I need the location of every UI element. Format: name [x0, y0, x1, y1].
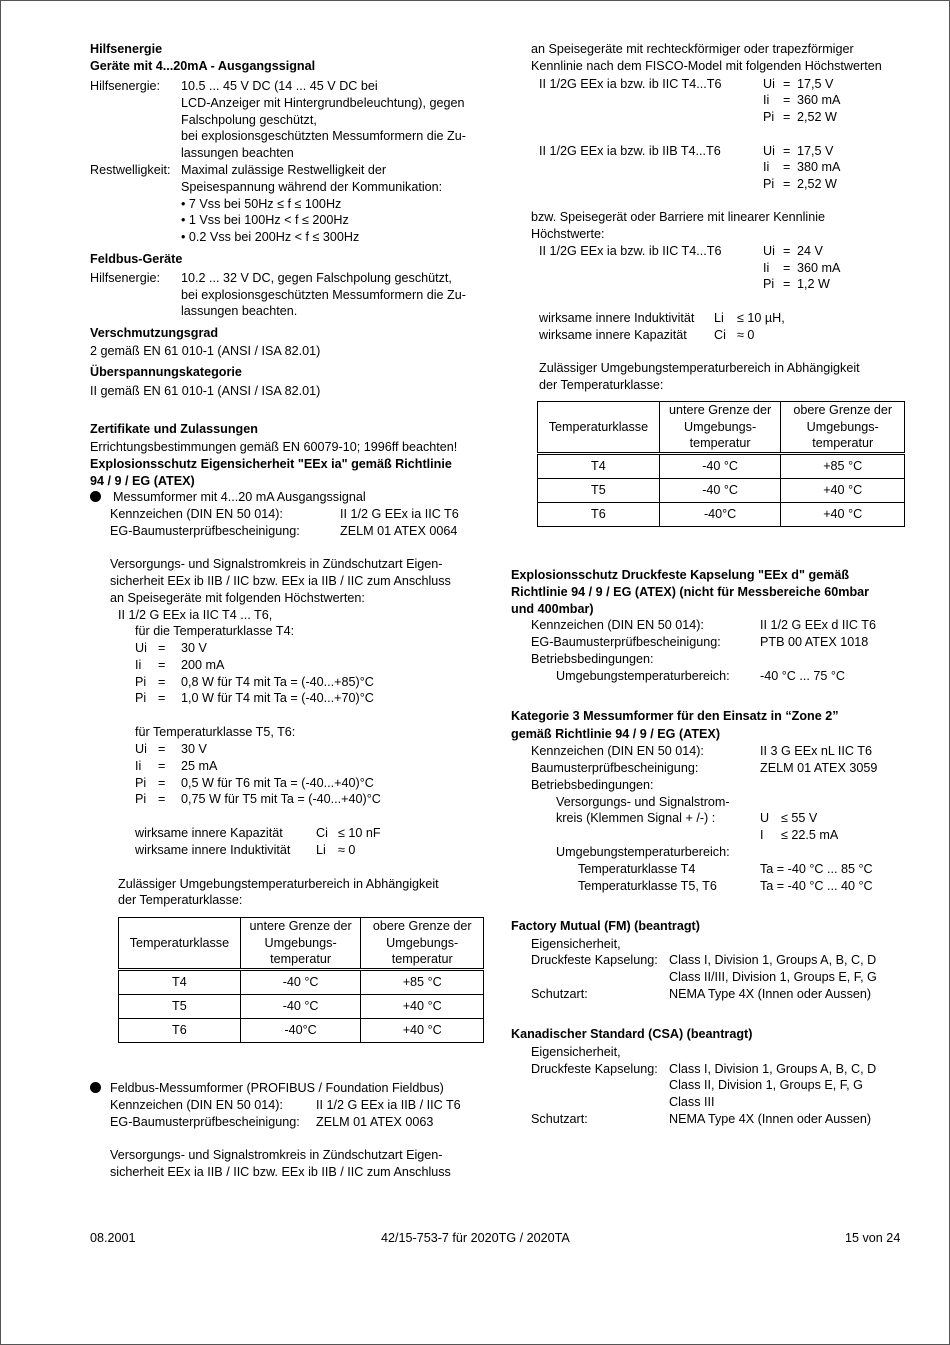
- csa-schutz-value: NEMA Type 4X (Innen oder Aussen): [669, 1112, 872, 1126]
- hilfsenergie-line: bei explosionsgeschützten Messumformern die Zu-: [181, 129, 466, 143]
- fb-eg-value: ZELM 01 ATEX 0063: [316, 1115, 434, 1129]
- table-cell: T5: [538, 479, 660, 503]
- table-header-cell: [240, 918, 361, 970]
- table-cell: +85 °C: [781, 454, 905, 479]
- zone2-bau-label: Baumusterprüfbescheinigung:: [531, 761, 699, 775]
- csa-druck-line: Class I, Division 1, Groups A, B, C, D: [669, 1062, 877, 1076]
- value-equals: =: [783, 261, 791, 275]
- versorgung-line: Versorgungs- und Signalstromkreis in Zündschutzart Eigen-: [110, 557, 443, 571]
- table-cell: -40°C: [659, 503, 781, 527]
- value-text: 200 mA: [181, 658, 225, 672]
- table-header-cell: [659, 402, 781, 454]
- csa-title: Kanadischer Standard (CSA) (beantragt): [511, 1027, 753, 1041]
- induktivitaet-value: ≈ 0: [338, 843, 356, 857]
- eexd-umgebung-label: Umgebungstemperaturbereich:: [556, 669, 730, 683]
- zone2-title-line: Kategorie 3 Messumformer für den Einsatz in “Zone 2”: [511, 709, 839, 723]
- header-text: untere Grenze der Umgebungs- temperatur: [669, 403, 772, 451]
- csa-druck-line: Class III: [669, 1095, 715, 1109]
- value-text: 360 mA: [797, 261, 841, 275]
- umgebung-line: der Temperaturklasse:: [539, 378, 664, 392]
- table-cell: -40 °C: [240, 995, 361, 1019]
- verschmutzung-text: 2 gemäß EN 61 010-1 (ANSI / ISA 82.01): [90, 344, 321, 358]
- eexd-eg-value: PTB 00 ATEX 1018: [760, 635, 869, 649]
- value-equals: =: [158, 675, 166, 689]
- table-header-cell: [361, 918, 484, 970]
- table-cell: T4: [538, 454, 660, 479]
- zone2-kennzeichen-value: II 3 G EEx nL IIC T6: [760, 744, 872, 758]
- table-cell: +85 °C: [361, 970, 484, 995]
- hilfsenergie-line: lassungen beachten: [181, 146, 294, 160]
- header-text: obere Grenze der Umgebungs- temperatur: [372, 919, 472, 967]
- value-text: 2,52 W: [797, 177, 837, 191]
- table-row: [119, 1019, 484, 1043]
- eexd-betrieb: Betriebsbedingungen:: [531, 652, 654, 666]
- value-symbol: Pi: [135, 776, 147, 790]
- table-header-cell: [538, 402, 660, 454]
- value-text: 0,8 W für T4 mit Ta = (-40...+85)°C: [181, 675, 374, 689]
- section-title-verschmutzung: Verschmutzungsgrad: [90, 326, 219, 340]
- value-text: 25 mA: [181, 759, 218, 773]
- value-equals: =: [158, 792, 166, 806]
- restwelligkeit-line: • 0.2 Vss bei 200Hz < f ≤ 300Hz: [181, 230, 360, 244]
- table-cell: +40 °C: [781, 503, 905, 527]
- value-symbol: Ii: [135, 759, 142, 773]
- zone2-t4-label: Temperaturklasse T4: [578, 862, 696, 876]
- table-header-cell: [119, 918, 241, 970]
- value-symbol: Pi: [763, 277, 775, 291]
- value-equals: =: [783, 93, 791, 107]
- table-row: [119, 995, 484, 1019]
- fm-eigen: Eigensicherheit,: [531, 937, 621, 951]
- header-text: obere Grenze der Umgebungs- temperatur: [793, 403, 893, 451]
- value-symbol: Ii: [763, 160, 770, 174]
- fb-eg-label: EG-Baumusterprüfbescheinigung:: [110, 1115, 300, 1129]
- value-text: 0,75 W für T5 mit Ta = (-40...+40)°C: [181, 792, 381, 806]
- table-cell: +40 °C: [361, 995, 484, 1019]
- hilfsenergie-line: 10.5 ... 45 V DC (14 ... 45 V DC bei: [181, 79, 378, 93]
- value-symbol: Pi: [763, 110, 775, 124]
- csa-eigen: Eigensicherheit,: [531, 1045, 621, 1059]
- value-symbol: Pi: [135, 675, 147, 689]
- header-text: untere Grenze der Umgebungs- temperatur: [249, 919, 352, 967]
- value-equals: =: [158, 691, 166, 705]
- class-line: II 1/2 G EEx ia IIC T4 ... T6,: [118, 608, 273, 622]
- table-row: [119, 970, 484, 995]
- zone2-u-symbol: U: [760, 811, 770, 825]
- section-title-zertifikate: Zertifikate und Zulassungen: [90, 422, 258, 436]
- value-equals: =: [783, 77, 791, 91]
- kapazitaet-symbol: Ci: [714, 328, 726, 342]
- csa-druck-line: Class II, Division 1, Groups E, F, G: [669, 1078, 863, 1092]
- eg-value: ZELM 01 ATEX 0064: [340, 524, 458, 538]
- fisco2-class: II 1/2G EEx ia bzw. ib IIB T4...T6: [539, 144, 721, 158]
- value-equals: =: [158, 742, 166, 756]
- eexd-title-line: Richtlinie 94 / 9 / EG (ATEX) (nicht für Messbereiche 60mbar: [511, 585, 870, 599]
- table-cell: +40 °C: [781, 479, 905, 503]
- label-restwelligkeit: Restwelligkeit:: [90, 163, 171, 177]
- eg-label: EG-Baumusterprüfbescheinigung:: [110, 524, 300, 538]
- fb-versorgung-line: Versorgungs- und Signalstromkreis in Zündschutzart Eigen-: [110, 1148, 443, 1162]
- feldbus-line: lassungen beachten.: [181, 304, 298, 318]
- induktivitaet-symbol: Li: [714, 311, 724, 325]
- zone2-t56-label: Temperaturklasse T5, T6: [578, 879, 717, 893]
- kennzeichen-label: Kennzeichen (DIN EN 50 014):: [110, 507, 283, 521]
- value-text: 380 mA: [797, 160, 841, 174]
- linear-line: Höchstwerte:: [531, 227, 605, 241]
- ex-title-line: Explosionsschutz Eigensicherheit "EEx ia" gemäß Richtlinie: [90, 457, 452, 471]
- induktivitaet-value: ≤ 10 µH,: [737, 311, 785, 325]
- fm-druck-label: Druckfeste Kapselung:: [531, 953, 658, 967]
- table-row: [538, 503, 905, 527]
- versorgung-line: sicherheit EEx ib IIB / IIC bzw. EEx ia IIB / IIC zum Anschluss: [110, 574, 451, 588]
- feldbus-line: 10.2 ... 32 V DC, gegen Falschpolung geschützt,: [181, 271, 452, 285]
- footer-page-number: 15 von 24: [845, 1231, 901, 1245]
- induktivitaet-label: wirksame innere Induktivität: [539, 311, 695, 325]
- hilfsenergie-line: LCD-Anzeiger mit Hintergrundbeleuchtung), gegen: [181, 96, 465, 110]
- value-equals: =: [158, 641, 166, 655]
- table-row: [538, 454, 905, 479]
- fisco-intro-line: Kennlinie nach dem FISCO-Model mit folgenden Höchstwerten: [531, 59, 882, 73]
- t4-intro: für die Temperaturklasse T4:: [135, 624, 295, 638]
- zone2-vers-line: kreis (Klemmen Signal + /-) :: [556, 811, 716, 825]
- fm-title: Factory Mutual (FM) (beantragt): [511, 919, 700, 933]
- value-text: 1,0 W für T4 mit Ta = (-40...+70)°C: [181, 691, 374, 705]
- section-title-ueberspannung: Überspannungskategorie: [90, 365, 242, 379]
- table-header-cell: [781, 402, 905, 454]
- value-symbol: Ii: [763, 93, 770, 107]
- value-equals: =: [783, 177, 791, 191]
- csa-druck-label: Druckfeste Kapselung:: [531, 1062, 658, 1076]
- induktivitaet-symbol: Li: [316, 843, 326, 857]
- subsection-title-4-20ma: Geräte mit 4...20mA - Ausgangssignal: [90, 59, 316, 73]
- value-symbol: Ii: [763, 261, 770, 275]
- table-cell: T6: [119, 1019, 241, 1043]
- temperature-table-left: [118, 917, 484, 1043]
- value-equals: =: [783, 160, 791, 174]
- table-row: [538, 479, 905, 503]
- table-cell: T5: [119, 995, 241, 1019]
- footer-date: 08.2001: [90, 1231, 136, 1245]
- kapazitaet-label: wirksame innere Kapazität: [135, 826, 283, 840]
- value-symbol: Ui: [763, 77, 775, 91]
- value-symbol: Pi: [763, 177, 775, 191]
- zone2-u-value: ≤ 55 V: [781, 811, 818, 825]
- table-cell: T4: [119, 970, 241, 995]
- zone2-umgebung: Umgebungstemperaturbereich:: [556, 845, 730, 859]
- zone2-i-value: ≤ 22.5 mA: [781, 828, 839, 842]
- linear-line: bzw. Speisegerät oder Barriere mit linearer Kennlinie: [531, 210, 826, 224]
- value-text: 0,5 W für T6 mit Ta = (-40...+40)°C: [181, 776, 374, 790]
- fm-schutz-label: Schutzart:: [531, 987, 588, 1001]
- table-cell: -40°C: [240, 1019, 361, 1043]
- fm-schutz-value: NEMA Type 4X (Innen oder Aussen): [669, 987, 872, 1001]
- table-cell: +40 °C: [361, 1019, 484, 1043]
- subsection-title-feldbus: Feldbus-Geräte: [90, 252, 183, 266]
- value-symbol: Ui: [763, 144, 775, 158]
- csa-schutz-label: Schutzart:: [531, 1112, 588, 1126]
- value-symbol: Pi: [135, 792, 147, 806]
- label-feldbus-hilfsenergie: Hilfsenergie:: [90, 271, 160, 285]
- header-text: Temperaturklasse: [548, 419, 649, 434]
- eexd-eg-label: EG-Baumusterprüfbescheinigung:: [531, 635, 721, 649]
- bullet-icon: [90, 1082, 101, 1093]
- fisco-intro-line: an Speisegeräte mit rechteckförmiger oder trapezförmiger: [531, 42, 854, 56]
- bullet2-text: Feldbus-Messumformer (PROFIBUS / Foundation Fieldbus): [110, 1081, 444, 1095]
- value-equals: =: [783, 110, 791, 124]
- restwelligkeit-line: • 1 Vss bei 100Hz < f ≤ 200Hz: [181, 213, 349, 227]
- bullet-icon: [90, 491, 101, 502]
- umgebung-line: Zulässiger Umgebungstemperaturbereich in Abhängigkeit: [118, 877, 439, 891]
- linear-class: II 1/2G EEx ia bzw. ib IIC T4...T6: [539, 244, 722, 258]
- header-text: Temperaturklasse: [129, 935, 230, 950]
- bullet1-text: Messumformer mit 4...20 mA Ausgangssignal: [113, 490, 366, 504]
- zone2-kennzeichen-label: Kennzeichen (DIN EN 50 014):: [531, 744, 704, 758]
- table-cell: -40 °C: [659, 454, 781, 479]
- restwelligkeit-line: Maximal zulässige Restwelligkeit der: [181, 163, 387, 177]
- value-equals: =: [158, 759, 166, 773]
- umgebung-line: Zulässiger Umgebungstemperaturbereich in Abhängigkeit: [539, 361, 860, 375]
- fb-kennzeichen-value: II 1/2 G EEx ia IIB / IIC T6: [316, 1098, 461, 1112]
- value-text: 24 V: [797, 244, 823, 258]
- fb-versorgung-line: sicherheit EEx ia IIB / IIC bzw. EEx ib IIB / IIC zum Anschluss: [110, 1165, 451, 1179]
- hilfsenergie-line: Falschpolung geschützt,: [181, 113, 317, 127]
- value-symbol: Ui: [135, 742, 147, 756]
- fb-kennzeichen-label: Kennzeichen (DIN EN 50 014):: [110, 1098, 283, 1112]
- fisco1-class: II 1/2G EEx ia bzw. ib IIC T4...T6: [539, 77, 722, 91]
- zone2-betrieb: Betriebsbedingungen:: [531, 778, 654, 792]
- temperature-table-right: [537, 401, 905, 527]
- section-title-hilfsenergie: Hilfsenergie: [90, 42, 163, 56]
- value-symbol: Ii: [135, 658, 142, 672]
- fm-druck-line: Class I, Division 1, Groups A, B, C, D: [669, 953, 877, 967]
- zone2-bau-value: ZELM 01 ATEX 3059: [760, 761, 878, 775]
- eexd-kennzeichen-label: Kennzeichen (DIN EN 50 014):: [531, 618, 704, 632]
- kennzeichen-value: II 1/2 G EEx ia IIC T6: [340, 507, 459, 521]
- value-symbol: Pi: [135, 691, 147, 705]
- table-cell: -40 °C: [240, 970, 361, 995]
- value-text: 30 V: [181, 641, 207, 655]
- t56-intro: für Temperaturklasse T5, T6:: [135, 725, 296, 739]
- kapazitaet-value: ≈ 0: [737, 328, 755, 342]
- zone2-title-line: gemäß Richtlinie 94 / 9 / EG (ATEX): [511, 727, 721, 741]
- eexd-title-line: und 400mbar): [511, 602, 594, 616]
- value-text: 17,5 V: [797, 144, 834, 158]
- table-cell: -40 °C: [659, 479, 781, 503]
- value-equals: =: [783, 277, 791, 291]
- table-cell: T6: [538, 503, 660, 527]
- value-equals: =: [158, 658, 166, 672]
- zone2-i-symbol: I: [760, 828, 764, 842]
- value-text: 360 mA: [797, 93, 841, 107]
- label-hilfsenergie: Hilfsenergie:: [90, 79, 160, 93]
- eexd-kennzeichen-value: II 1/2 G EEx d IIC T6: [760, 618, 876, 632]
- eexd-title-line: Explosionsschutz Druckfeste Kapselung "EEx d" gemäß: [511, 568, 850, 582]
- footer-document-number: 42/15-753-7 für 2020TG / 2020TA: [381, 1231, 570, 1245]
- value-equals: =: [783, 244, 791, 258]
- value-text: 2,52 W: [797, 110, 837, 124]
- umgebung-line: der Temperaturklasse:: [118, 893, 243, 907]
- errichtung-text: Errichtungsbestimmungen gemäß EN 60079-10; 1996ff beachten!: [90, 440, 458, 454]
- restwelligkeit-line: • 7 Vss bei 50Hz ≤ f ≤ 100Hz: [181, 197, 342, 211]
- kapazitaet-label: wirksame innere Kapazität: [539, 328, 687, 342]
- value-equals: =: [158, 776, 166, 790]
- zone2-t56-value: Ta = -40 °C ... 40 °C: [760, 879, 873, 893]
- value-text: 17,5 V: [797, 77, 834, 91]
- zone2-t4-value: Ta = -40 °C ... 85 °C: [760, 862, 873, 876]
- value-symbol: Ui: [135, 641, 147, 655]
- zone2-vers-line: Versorgungs- und Signalstrom-: [556, 795, 730, 809]
- fm-druck-line: Class II/III, Division 1, Groups E, F, G: [669, 970, 877, 984]
- ueberspannung-text: II gemäß EN 61 010-1 (ANSI / ISA 82.01): [90, 384, 321, 398]
- value-symbol: Ui: [763, 244, 775, 258]
- kapazitaet-value: ≤ 10 nF: [338, 826, 381, 840]
- value-text: 30 V: [181, 742, 207, 756]
- feldbus-line: bei explosionsgeschützten Messumformern die Zu-: [181, 288, 466, 302]
- versorgung-line: an Speisegeräte mit folgenden Höchstwerten:: [110, 591, 365, 605]
- kapazitaet-symbol: Ci: [316, 826, 328, 840]
- ex-title-line: 94 / 9 / EG (ATEX): [90, 474, 195, 488]
- eexd-umgebung-value: -40 °C ... 75 °C: [760, 669, 845, 683]
- value-text: 1,2 W: [797, 277, 830, 291]
- restwelligkeit-line: Speisespannung während der Kommunikation:: [181, 180, 443, 194]
- value-equals: =: [783, 144, 791, 158]
- induktivitaet-label: wirksame innere Induktivität: [135, 843, 291, 857]
